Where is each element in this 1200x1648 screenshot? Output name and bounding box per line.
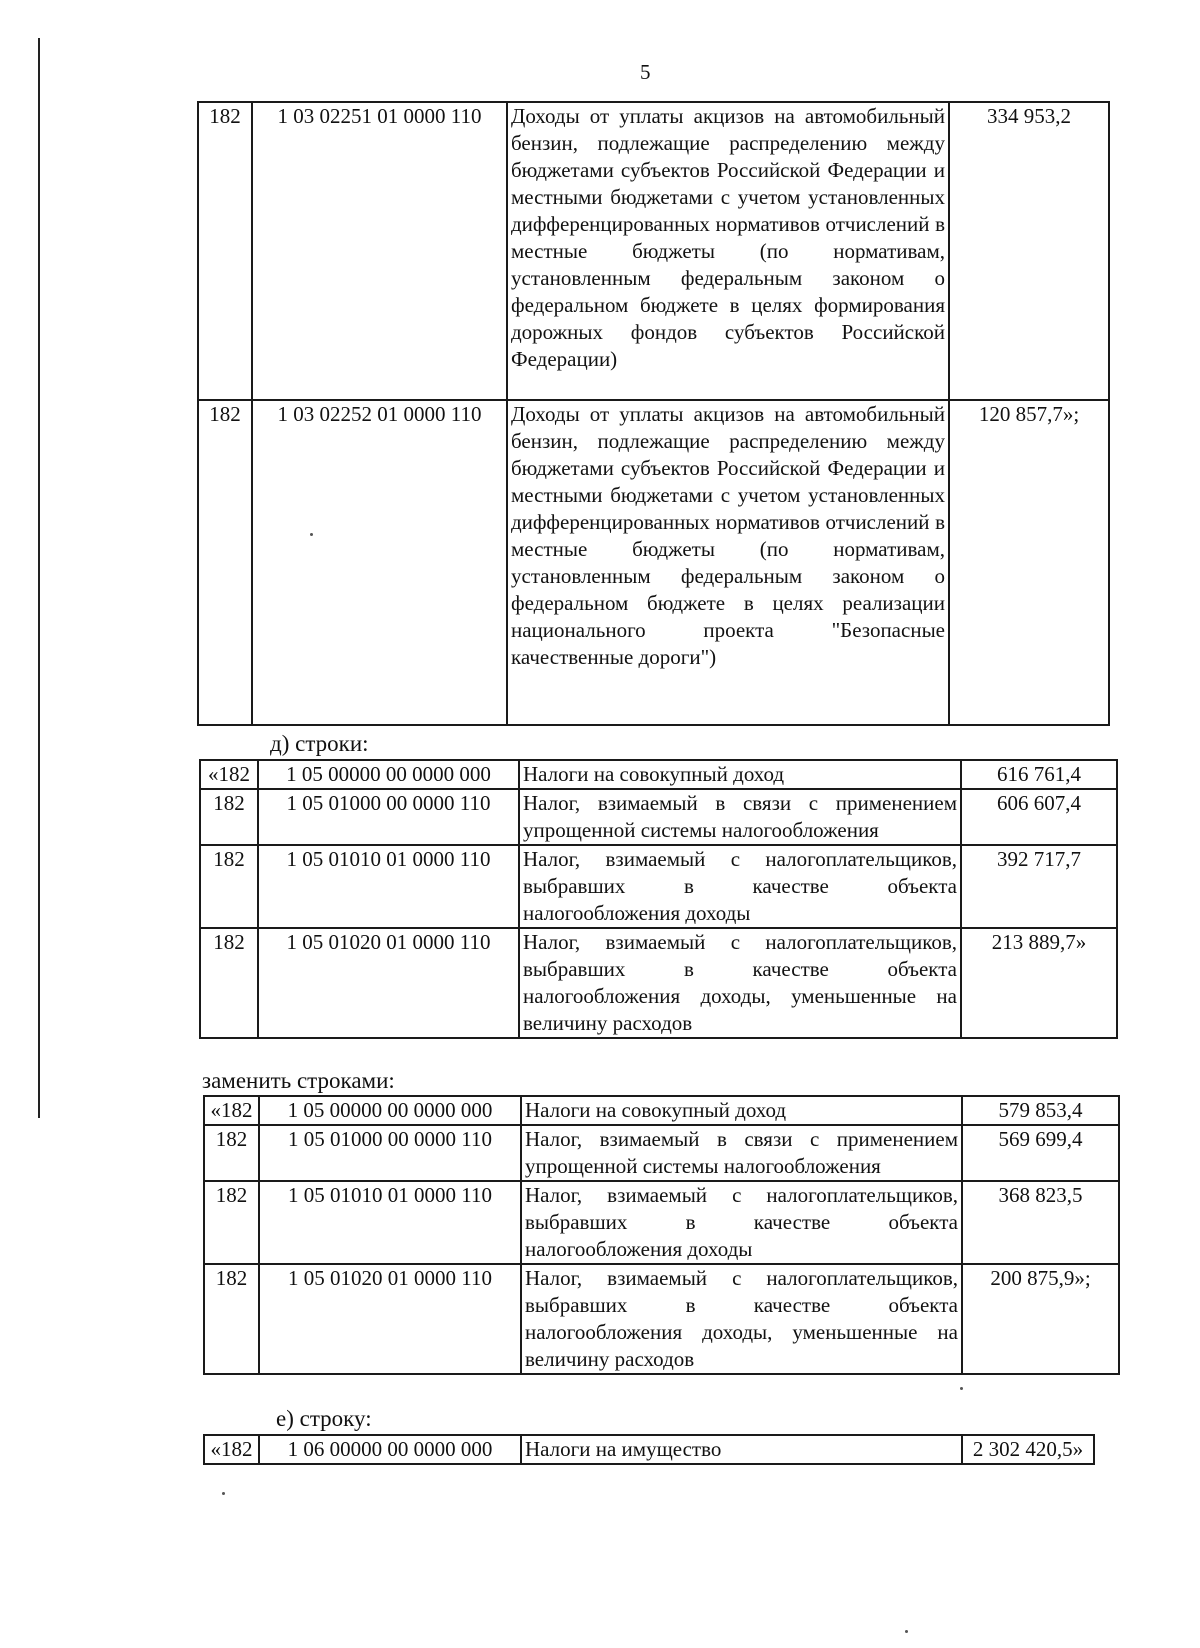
original-rows-table bbox=[199, 759, 1118, 1039]
table-row bbox=[200, 760, 1117, 789]
admin-code-cell: 182 bbox=[200, 928, 258, 1038]
admin-code-cell: 182 bbox=[198, 400, 252, 725]
description-cell: Налог, взимаемый с налогоплательщиков, выбравших в качестве объекта налогообложения доходы bbox=[521, 1181, 962, 1264]
amount-cell: 120 857,7»; bbox=[949, 400, 1109, 725]
amount-cell: 606 607,4 bbox=[961, 789, 1117, 845]
amount-cell: 200 875,9»; bbox=[962, 1264, 1119, 1374]
admin-code-cell: 182 bbox=[204, 1181, 259, 1264]
admin-code-cell: «182 bbox=[200, 760, 258, 789]
scan-speck bbox=[905, 1630, 908, 1633]
caption-e: е) строку: bbox=[276, 1406, 372, 1431]
description-cell: Налог, взимаемый с налогоплательщиков, выбравших в качестве объекта налогообложения доходы bbox=[519, 845, 961, 928]
kbk-cell: 1 05 01020 01 0000 110 bbox=[259, 1264, 521, 1374]
margin-rule bbox=[38, 38, 40, 1118]
admin-code-cell: 182 bbox=[204, 1264, 259, 1374]
caption-replace: заменить строками: bbox=[202, 1068, 395, 1093]
kbk-cell: 1 05 01000 00 0000 110 bbox=[258, 789, 519, 845]
description-cell: Налог, взимаемый в связи с применением упрощенной системы налогообложения bbox=[519, 789, 961, 845]
description-cell: Налоги на имущество bbox=[521, 1435, 962, 1464]
amount-cell: 213 889,7» bbox=[961, 928, 1117, 1038]
amount-cell: 368 823,5 bbox=[962, 1181, 1119, 1264]
table-row bbox=[204, 1435, 1094, 1464]
kbk-cell: 1 03 02251 01 0000 110 bbox=[252, 102, 507, 400]
amount-cell: 392 717,7 bbox=[961, 845, 1117, 928]
caption-d: д) строки: bbox=[270, 731, 369, 756]
scan-speck bbox=[310, 533, 313, 536]
description-cell: Налог, взимаемый с налогоплательщиков, выбравших в качестве объекта налогообложения доходы, уменьшенные на величину расходов bbox=[519, 928, 961, 1038]
table-row bbox=[200, 789, 1117, 845]
kbk-cell: 1 05 00000 00 0000 000 bbox=[259, 1096, 521, 1125]
page-number: 5 bbox=[640, 60, 651, 84]
admin-code-cell: 182 bbox=[200, 789, 258, 845]
excise-table bbox=[197, 101, 1110, 726]
amount-cell: 2 302 420,5» bbox=[962, 1435, 1094, 1464]
kbk-cell: 1 05 00000 00 0000 000 bbox=[258, 760, 519, 789]
table-row bbox=[204, 1125, 1119, 1181]
table-row bbox=[204, 1181, 1119, 1264]
amount-cell: 579 853,4 bbox=[962, 1096, 1119, 1125]
table-row bbox=[204, 1264, 1119, 1374]
description-cell: Налоги на совокупный доход bbox=[519, 760, 961, 789]
kbk-cell: 1 05 01010 01 0000 110 bbox=[258, 845, 519, 928]
admin-code-cell: 182 bbox=[198, 102, 252, 400]
table-row bbox=[200, 845, 1117, 928]
admin-code-cell: «182 bbox=[204, 1096, 259, 1125]
amount-cell: 569 699,4 bbox=[962, 1125, 1119, 1181]
description-cell: Налог, взимаемый с налогоплательщиков, выбравших в качестве объекта налогообложения доходы, уменьшенные на величину расходов bbox=[521, 1264, 962, 1374]
admin-code-cell: «182 bbox=[204, 1435, 259, 1464]
kbk-cell: 1 05 01020 01 0000 110 bbox=[258, 928, 519, 1038]
table-row bbox=[200, 928, 1117, 1038]
kbk-cell: 1 05 01000 00 0000 110 bbox=[259, 1125, 521, 1181]
property-tax-table bbox=[203, 1434, 1095, 1465]
description-cell: Налоги на совокупный доход bbox=[521, 1096, 962, 1125]
description-cell: Налог, взимаемый в связи с применением упрощенной системы налогообложения bbox=[521, 1125, 962, 1181]
scan-speck bbox=[222, 1492, 225, 1495]
scan-speck bbox=[960, 1387, 963, 1390]
admin-code-cell: 182 bbox=[204, 1125, 259, 1181]
kbk-cell: 1 06 00000 00 0000 000 bbox=[259, 1435, 521, 1464]
description-cell: Доходы от уплаты акцизов на автомобильный бензин, подлежащие распределению между бюджетами субъектов Российской Федерации и местными бюджетами с учетом установленных дифференцированных нормативов отчислений в местные бюджеты (по нормативам, установленным федеральным законом о федеральном бюджете в целях реализации национального проекта "Безопасные качественные дороги") bbox=[507, 400, 949, 725]
amount-cell: 616 761,4 bbox=[961, 760, 1117, 789]
kbk-cell: 1 03 02252 01 0000 110 bbox=[252, 400, 507, 725]
description-cell: Доходы от уплаты акцизов на автомобильный бензин, подлежащие распределению между бюджетами субъектов Российской Федерации и местными бюджетами с учетом установленных дифференцированных нормативов отчислений в местные бюджеты (по нормативам, установленным федеральным законом о федеральном бюджете в целях формирования дорожных фондов субъектов Российской Федерации) bbox=[507, 102, 949, 400]
kbk-cell: 1 05 01010 01 0000 110 bbox=[259, 1181, 521, 1264]
admin-code-cell: 182 bbox=[200, 845, 258, 928]
replacement-rows-table bbox=[203, 1095, 1120, 1375]
table-row bbox=[198, 102, 1109, 400]
table-row bbox=[198, 400, 1109, 725]
table-row bbox=[204, 1096, 1119, 1125]
amount-cell: 334 953,2 bbox=[949, 102, 1109, 400]
